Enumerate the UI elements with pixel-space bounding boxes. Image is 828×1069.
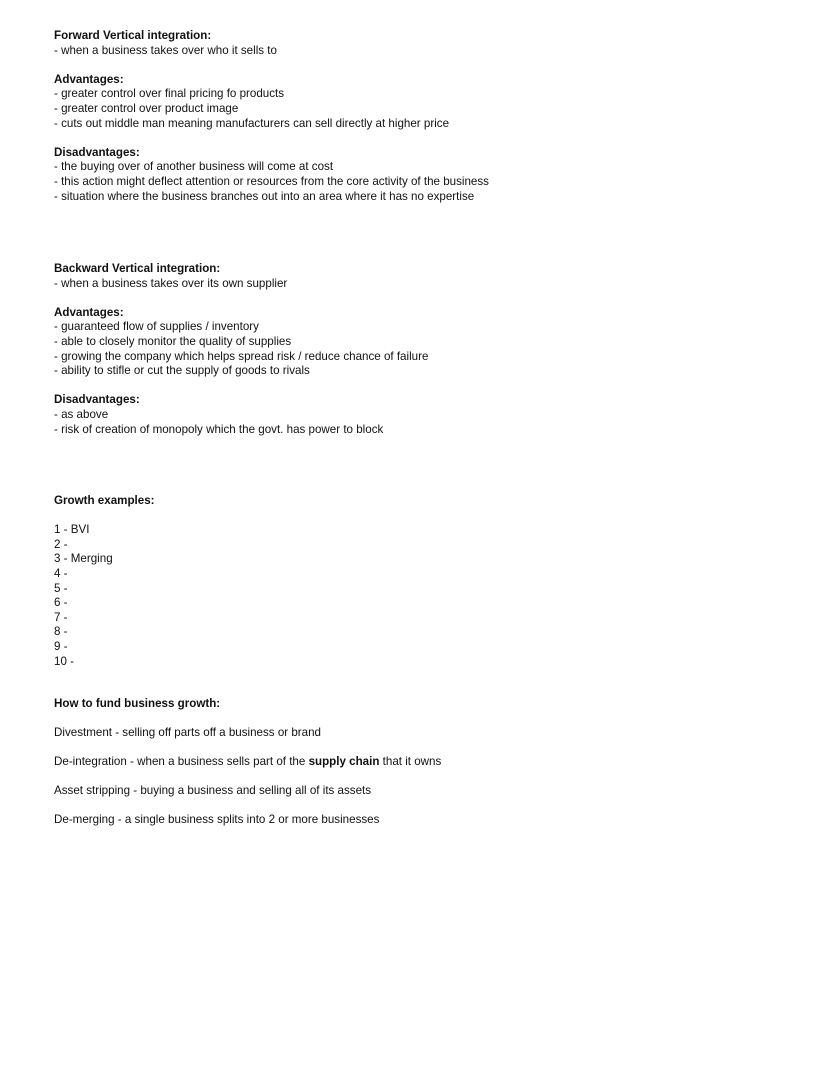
asset-stripping-paragraph: Asset stripping - buying a business and selling all of its assets [54, 784, 372, 797]
growth-examples-section [54, 494, 794, 669]
supply-chain-term: supply chain [308, 755, 380, 768]
list-item: 5 - [54, 581, 68, 595]
funding-section [54, 697, 794, 712]
definition-text: - when a business takes over who it sells to [54, 43, 277, 57]
list-item: - as above [54, 407, 109, 421]
list-item: - greater control over final pricing fo products [54, 87, 285, 101]
advantages-heading: Advantages: [54, 72, 124, 86]
list-item: 2 - [54, 537, 68, 551]
backward-integration-section [54, 262, 794, 437]
advantages-heading: Advantages: [54, 305, 124, 319]
list-item: 9 - [54, 639, 68, 653]
forward-integration-section [54, 29, 794, 204]
list-item: 10 - [54, 654, 74, 668]
disadvantages-heading: Disadvantages: [54, 145, 140, 159]
list-item: - greater control over product image [54, 101, 239, 115]
section-heading: How to fund business growth: [54, 697, 221, 710]
list-item: 4 - [54, 566, 68, 580]
section-heading: Forward Vertical integration: [54, 29, 212, 42]
list-item: 3 - Merging [54, 552, 113, 566]
list-item: - growing the company which helps spread risk / reduce chance of failure [54, 349, 429, 363]
list-item: - situation where the business branches out into an area where it has no expertise [54, 189, 475, 203]
section-heading: Growth examples: [54, 494, 155, 507]
disadvantages-heading: Disadvantages: [54, 393, 140, 407]
list-item: 7 - [54, 610, 68, 624]
list-item: 6 - [54, 596, 68, 610]
deintegration-text-end: that it owns [379, 755, 442, 768]
list-item: - this action might deflect attention or resources from the core activity of the business [54, 174, 489, 188]
definition-text: - when a business takes over its own supplier [54, 276, 288, 290]
list-item: 1 - BVI [54, 523, 90, 537]
list-item: - the buying over of another business will come at cost [54, 160, 334, 174]
list-item: - able to closely monitor the quality of supplies [54, 334, 292, 348]
section-heading: Backward Vertical integration: [54, 262, 221, 275]
list-item: - risk of creation of monopoly which the govt. has power to block [54, 422, 384, 436]
list-item: - cuts out middle man meaning manufacturers can sell directly at higher price [54, 116, 450, 130]
list-item: - ability to stifle or cut the supply of goods to rivals [54, 364, 310, 378]
list-item: - guaranteed flow of supplies / inventory [54, 320, 259, 334]
divestment-paragraph: Divestment - selling off parts off a business or brand [54, 726, 322, 739]
list-item: 8 - [54, 625, 68, 639]
deintegration-text: De-integration - when a business sells part of the [54, 755, 309, 768]
deintegration-paragraph [54, 755, 794, 770]
demerging-paragraph: De-merging - a single business splits into 2 or more businesses [54, 813, 380, 826]
